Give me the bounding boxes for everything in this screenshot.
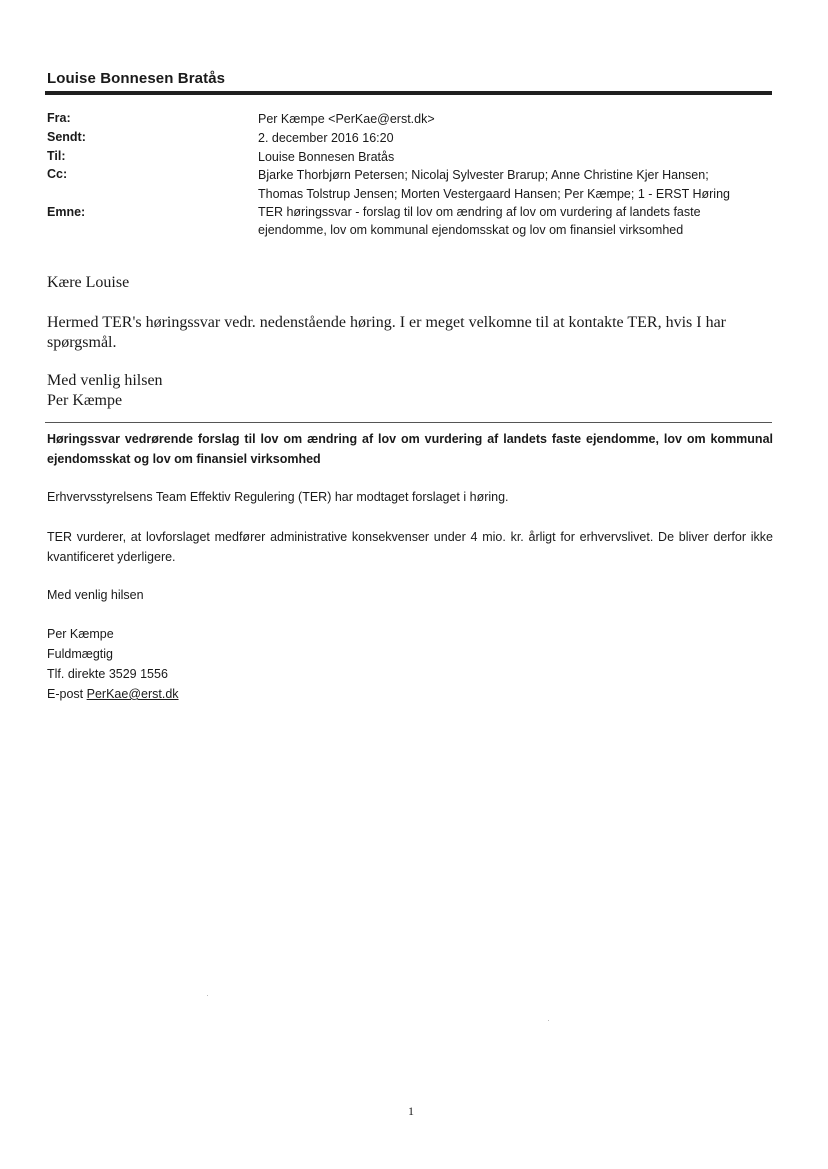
subject-line-2: ejendomme, lov om kommunal ejendomsskat og lov om finansiel virksomhed bbox=[258, 223, 684, 237]
cc-line-2: Thomas Tolstrup Jensen; Morten Vestergaard Hansen; Per Kæmpe; 1 - ERST Høring bbox=[258, 187, 730, 201]
header-divider bbox=[45, 91, 772, 95]
mailbox-owner-name: Louise Bonnesen Bratås bbox=[47, 70, 226, 87]
cc-line-1: Bjarke Thorbjørn Petersen; Nicolaj Sylvester Brarup; Anne Christine Kjer Hansen; bbox=[258, 168, 709, 182]
cc-label: Cc: bbox=[47, 167, 68, 181]
email-prefix: E-post bbox=[47, 687, 84, 701]
from-value: Per Kæmpe <PerKae@erst.dk> bbox=[258, 112, 435, 126]
signature-email-line bbox=[47, 684, 179, 704]
message-signoff bbox=[47, 371, 163, 411]
response-title: Høringssvar vedrørende forslag til lov om ændring af lov om vurdering af landets faste ejendomme, lov om kommunal ejendomsskat og lov om finansiel virksomhed bbox=[47, 432, 773, 466]
scan-speck bbox=[548, 1020, 549, 1021]
from-label: Fra: bbox=[47, 111, 71, 125]
sent-value: 2. december 2016 16:20 bbox=[258, 131, 394, 145]
subject-line-1: TER høringssvar - forslag til lov om ændring af lov om vurdering af landets faste bbox=[258, 205, 701, 219]
closing-text: Med venlig hilsen bbox=[47, 372, 163, 389]
section-divider bbox=[45, 422, 772, 423]
signature-block bbox=[47, 624, 179, 704]
sender-name: Per Kæmpe bbox=[47, 392, 123, 409]
signature-title: Fuldmægtig bbox=[47, 647, 113, 661]
response-paragraph-1: Erhvervsstyrelsens Team Effektiv Regulering (TER) har modtaget forslaget i høring. bbox=[47, 490, 509, 504]
signature-phone: Tlf. direkte 3529 1556 bbox=[47, 667, 168, 681]
greeting: Kære Louise bbox=[47, 274, 130, 291]
response-paragraph-2: TER vurderer, at lovforslaget medfører administrative konsekvenser under 4 mio. kr. årligt for erhvervslivet. De bliver derfor ikke kvantificeret yderligere. bbox=[47, 530, 773, 564]
signature-name: Per Kæmpe bbox=[47, 627, 114, 641]
message-paragraph: Hermed TER's høringssvar vedr. nedenstående høring. I er meget velkomne til at kontakte TER, hvis I har spørgsmål. bbox=[47, 314, 727, 351]
email-link[interactable]: PerKae@erst.dk bbox=[86, 687, 179, 701]
sent-label: Sendt: bbox=[47, 130, 86, 144]
subject-label: Emne: bbox=[47, 205, 86, 219]
scan-speck bbox=[207, 995, 208, 996]
page-number: 1 bbox=[408, 1104, 414, 1118]
to-label: Til: bbox=[47, 149, 66, 163]
response-closing: Med venlig hilsen bbox=[47, 588, 144, 602]
to-value: Louise Bonnesen Bratås bbox=[258, 150, 395, 164]
